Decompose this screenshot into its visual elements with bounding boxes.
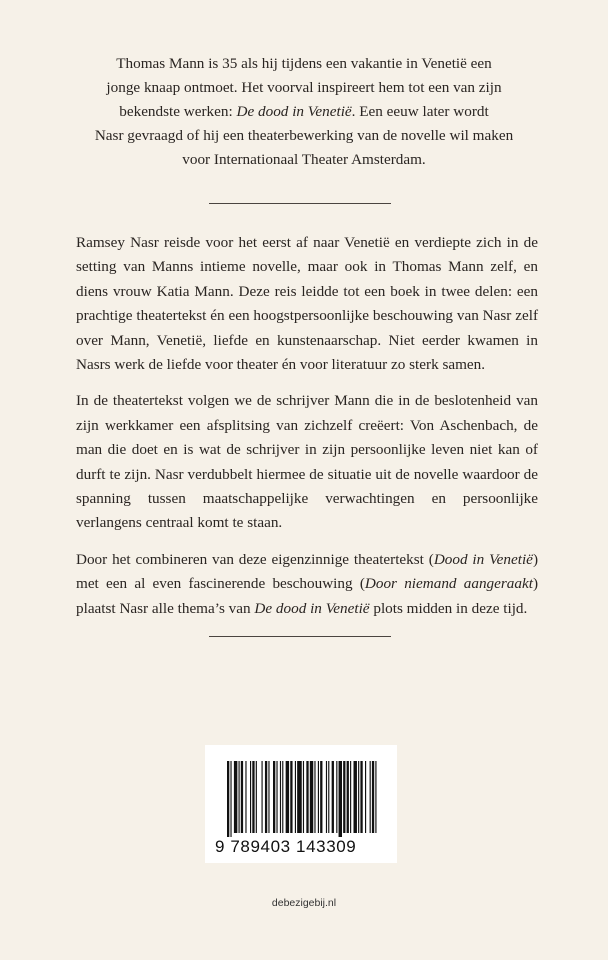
intro-line: Nasr gevraagd of hij een theaterbewerking van de novelle wil maken xyxy=(94,127,514,144)
barcode-bar xyxy=(241,761,243,833)
barcode-bar xyxy=(372,761,374,833)
barcode-bar xyxy=(326,761,327,833)
divider-rule xyxy=(209,203,391,204)
barcode-bar xyxy=(256,761,257,833)
barcode-bar xyxy=(282,761,283,833)
body-text xyxy=(76,231,538,633)
barcode-bar xyxy=(295,761,296,833)
paragraph-1: Ramsey Nasr reisde voor het eerst af naar Venetië en verdiepte zich in de setting van Manns intieme novelle, maar ook in Thomas Mann zelf, en diens vrouw Katia Mann. Deze reis leidde tot een boek in twee delen: een prachtige theatertekst én een hoogstpersoonlijke beschouwing van Nasr zelf over Mann, Venetië, liefde en kunstenaarschap. Niet eerder kwamen in Nasrs werk de liefde voor theater én voor literatuur zo sterk samen. xyxy=(76,234,538,374)
barcode-bar xyxy=(314,761,315,833)
barcode-bar xyxy=(268,761,269,833)
barcode-bar xyxy=(343,761,345,833)
barcode-bar xyxy=(347,761,349,833)
barcode-bar xyxy=(360,761,362,833)
barcode-bar xyxy=(303,761,304,833)
barcode-bar xyxy=(336,761,337,833)
barcode-bar xyxy=(297,761,302,833)
barcode-bar xyxy=(320,761,322,833)
barcode-bar xyxy=(227,761,229,837)
publisher-website: debezigebij.nl xyxy=(271,897,337,909)
barcode-bar xyxy=(370,761,371,833)
barcode-bar xyxy=(318,761,319,833)
barcode-bar xyxy=(234,761,237,833)
barcode-bar xyxy=(230,761,231,837)
barcode-bar xyxy=(365,761,366,833)
barcode-bar xyxy=(286,761,289,833)
barcode-bar xyxy=(332,761,334,833)
barcode-bar xyxy=(339,761,342,837)
barcode-bar xyxy=(252,761,254,833)
barcode-bar xyxy=(239,761,240,833)
barcode-bar xyxy=(350,761,351,833)
intro-line: jonge knaap ontmoet. Het voorval inspireert hem tot een van zijn xyxy=(106,79,502,96)
intro-line: voor Internationaal Theater Amsterdam. xyxy=(182,151,426,168)
paragraph-2: In de theatertekst volgen we de schrijver Mann die in de beslotenheid van zijn werkkamer een afsplitsing van zichzelf creëert: Von Aschenbach, de man die doet en is wat de schrijver in zijn persoonlijke leven niet kan of durft te zijn. Nasr verdubbelt hiermee de situatie uit de novelle waardoor de spanning tussen maatschappelijke verwachtingen en persoonlijke verlangens centraal komt te staan. xyxy=(76,392,538,532)
barcode-bar xyxy=(375,761,376,833)
barcode-bar xyxy=(306,761,308,833)
isbn-barcode xyxy=(205,745,397,863)
barcode-bar xyxy=(262,761,263,833)
barcode-bar xyxy=(250,761,251,833)
book-title: Door niemand aangeraakt xyxy=(364,575,533,593)
intro-line: Thomas Mann is 35 als hij tijdens een vakantie in Venetië een xyxy=(116,55,492,72)
barcode-bar xyxy=(358,761,359,833)
barcode-bar xyxy=(354,761,357,833)
isbn-number: 9 789403 143309 xyxy=(215,837,357,856)
intro-text xyxy=(70,52,538,172)
intro-line: bekendste werken: De dood in Venetië. Een eeuw later wordt xyxy=(119,103,489,120)
barcode-bar xyxy=(310,761,313,833)
barcode-bar xyxy=(276,761,277,833)
barcode-bar xyxy=(265,761,267,833)
book-title: Dood in Venetië xyxy=(433,550,533,568)
book-title: De dood in Venetië xyxy=(236,103,352,120)
barcode-bar xyxy=(280,761,281,833)
barcode-bar xyxy=(245,761,246,833)
barcode-bar xyxy=(328,761,329,833)
paragraph-3: Door het combineren van deze eigenzinnige theatertekst (Dood in Venetië) met een al even fascinerende beschouwing (Door niemand aangeraakt) plaatst Nasr alle thema’s van De dood in Venetië plots midden in deze tijd. xyxy=(76,550,538,617)
book-title: De dood in Venetië xyxy=(254,599,370,617)
barcode-bar xyxy=(290,761,292,833)
divider-rule xyxy=(209,636,391,637)
barcode-bar xyxy=(273,761,275,833)
